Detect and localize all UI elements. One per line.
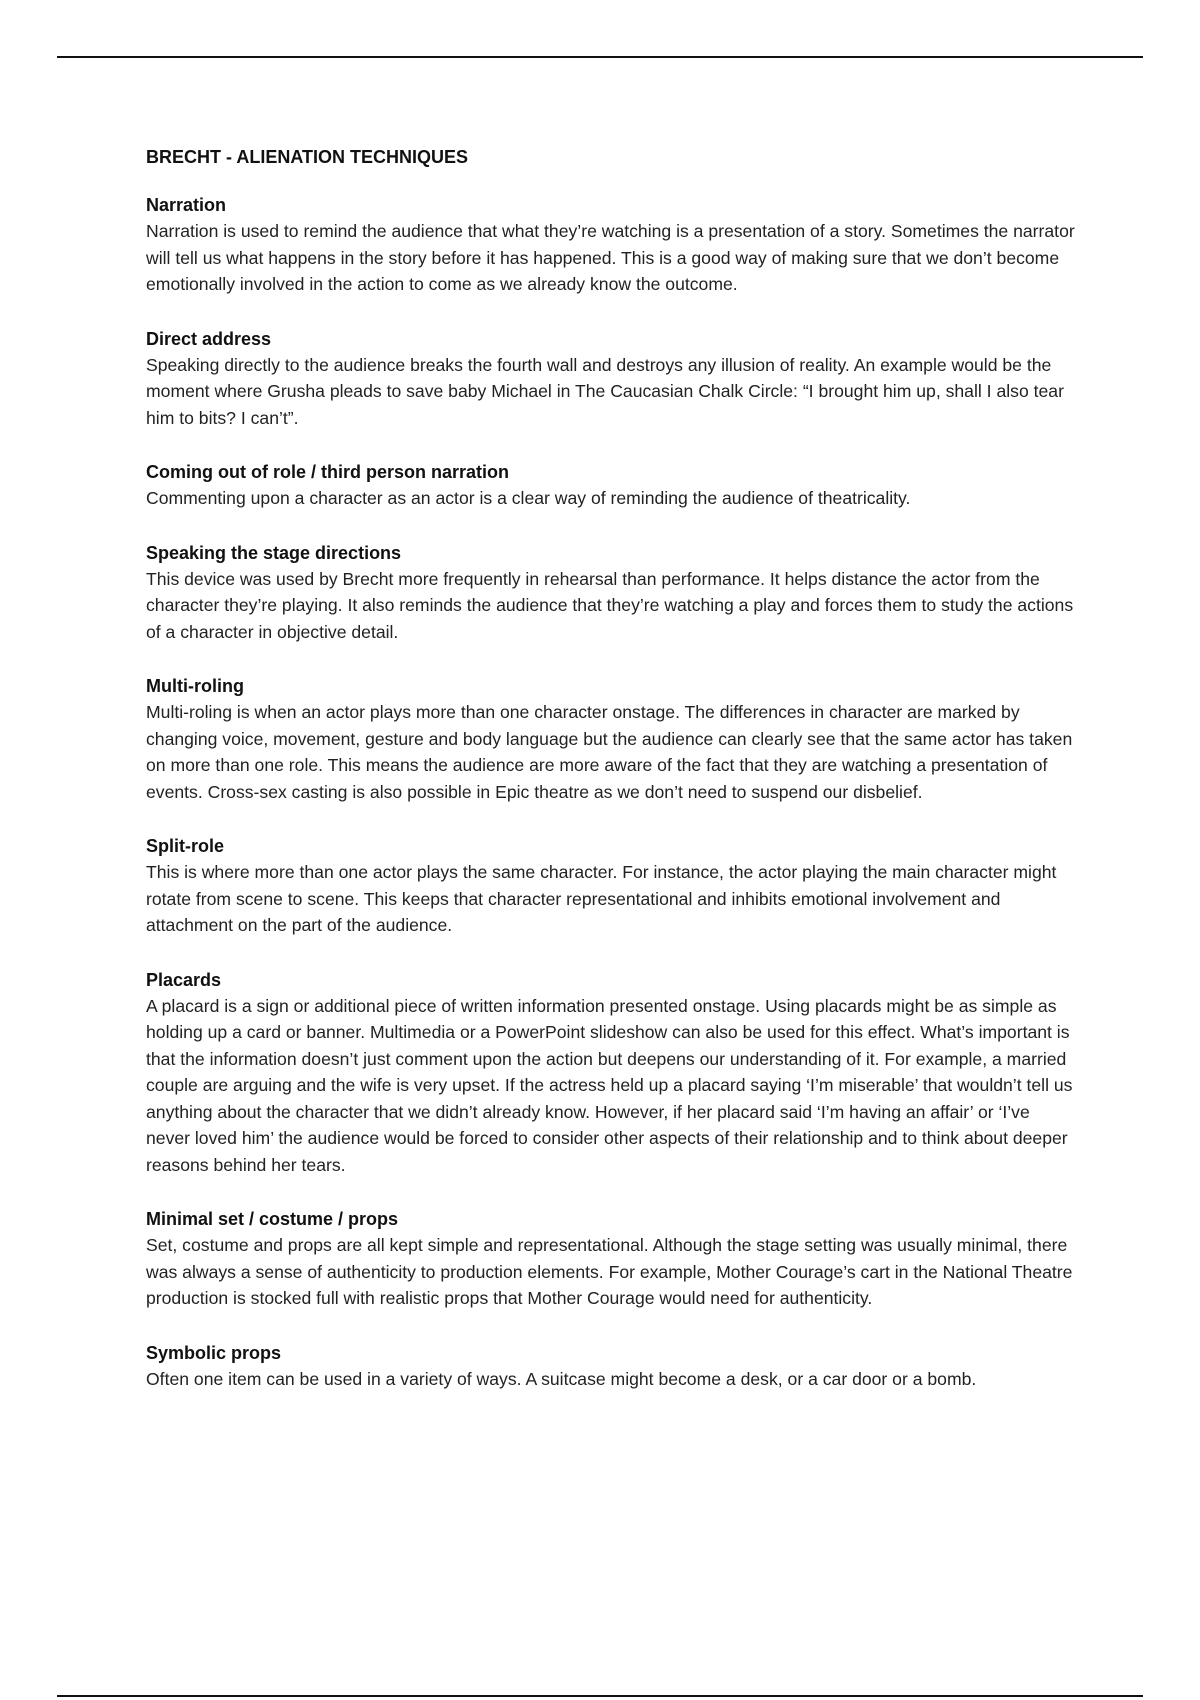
section-placards (146, 967, 1076, 1179)
top-rule (57, 56, 1143, 58)
bottom-rule (57, 1695, 1143, 1697)
document-title: BRECHT - ALIENATION TECHNIQUES (146, 147, 468, 167)
section-body: Multi-roling is when an actor plays more than one character onstage. The differences in character are marked by changing voice, movement, gesture and body language but the audience can clearly see that the same actor has taken on more than one role. This means the audience are more aware of the fact that they are watching a presentation of events. Cross-sex casting is also possible in Epic theatre as we don’t need to suspend our disbelief. (146, 702, 1073, 802)
section-body: A placard is a sign or additional piece of written information presented onstage. Using placards might be as simple as holding up a card or banner. Multimedia or a PowerPoint slideshow can also be used for this effect. What’s important is that the information doesn’t just comment upon the action but deepens our understanding of it. For example, a married couple are arguing and the wife is very upset. If the actress held up a placard saying ‘I’m miserable’ that wouldn’t tell us anything about the character that we didn’t already know. However, if her placard said ‘I’m having an affair’ or ‘I’ve never loved him’ the audience would be forced to consider other aspects of their relationship and to think about deeper reasons behind her tears. (146, 995, 1073, 1175)
section-heading: Split-role (146, 836, 225, 856)
section-narration (146, 192, 1076, 298)
section-coming-out-of-role (146, 459, 1076, 512)
section-symbolic-props (146, 1340, 1076, 1393)
section-speaking-stage-directions (146, 540, 1076, 646)
section-body: Set, costume and props are all kept simple and representational. Although the stage setting was usually minimal, there was always a sense of authenticity to production elements. For example, Mother Courage’s cart in the National Theatre production is stocked full with realistic props that Mother Courage would need for authenticity. (146, 1235, 1073, 1308)
section-heading: Coming out of role / third person narration (146, 462, 509, 482)
section-body: Often one item can be used in a variety of ways. A suitcase might become a desk, or a car door or a bomb. (146, 1368, 977, 1389)
section-body: Commenting upon a character as an actor is a clear way of reminding the audience of theatricality. (146, 488, 911, 508)
section-body: Narration is used to remind the audience that what they’re watching is a presentation of a story. Sometimes the narrator will tell us what happens in the story before it has happened. This is a good way of making sure that we don’t become emotionally involved in the action to come as we already know the outcome. (146, 221, 1075, 294)
section-multi-roling (146, 673, 1076, 805)
section-heading: Minimal set / costume / props (146, 1209, 399, 1229)
section-heading: Multi-roling (146, 676, 244, 696)
section-heading: Narration (146, 195, 227, 215)
document-content (146, 144, 1076, 1420)
section-split-role (146, 833, 1076, 939)
section-heading: Direct address (146, 328, 272, 349)
section-heading: Speaking the stage directions (146, 542, 402, 563)
section-body: This device was used by Brecht more frequently in rehearsal than performance. It helps distance the actor from the character they’re playing. It also reminds the audience that they’re watching a play and forces them to study the actions of a character in objective detail. (146, 568, 1074, 642)
section-body: Speaking directly to the audience breaks the fourth wall and destroys any illusion of reality. An example would be the moment where Grusha pleads to save baby Michael in The Caucasian Chalk Circle: “I brought him up, shall I also tear him to bits? I can’t”. (146, 354, 1064, 428)
section-body: This is where more than one actor plays the same character. For instance, the actor playing the main character might rotate from scene to scene. This keeps that character representational and inhibits emotional involvement and attachment on the part of the audience. (146, 862, 1057, 935)
section-heading: Symbolic props (146, 1342, 282, 1363)
section-heading: Placards (146, 969, 222, 990)
section-minimal-set (146, 1206, 1076, 1312)
section-direct-address (146, 326, 1076, 432)
